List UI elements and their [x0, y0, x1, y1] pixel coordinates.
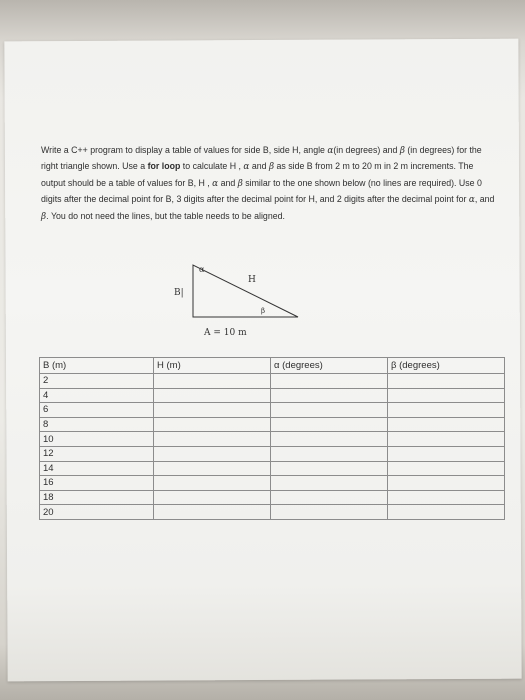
- table-row: [40, 446, 505, 461]
- empty-cell: [271, 476, 388, 491]
- problem-text: . You do not need the lines, but the table needs to be aligned.: [46, 210, 285, 221]
- table-row: [40, 490, 505, 505]
- side-b-label: B|: [174, 288, 184, 298]
- problem-text: and: [218, 177, 238, 188]
- empty-cell: [271, 417, 388, 432]
- alpha-symbol: α: [327, 146, 334, 156]
- values-table: [39, 357, 505, 520]
- empty-cell: [388, 490, 505, 505]
- empty-cell: [271, 388, 388, 403]
- empty-cell: [388, 432, 505, 447]
- problem-text: similar to the one shown below (no lines are required). Use 0 digits after the decimal point for B, 3 digits after the decimal point for H, and 2 digits after the decimal point for: [41, 177, 482, 205]
- empty-cell: [271, 403, 388, 418]
- empty-cell: [388, 446, 505, 461]
- alpha-symbol: α: [468, 195, 475, 206]
- empty-cell: [388, 505, 505, 520]
- beta-symbol: β: [41, 211, 47, 222]
- b-cell: 18: [40, 490, 154, 505]
- b-cell: 4: [40, 388, 154, 403]
- alpha-label: α: [199, 265, 205, 274]
- empty-cell: [388, 417, 505, 432]
- problem-text: and: [249, 161, 269, 172]
- table-row: [40, 403, 505, 418]
- beta-label: β: [261, 307, 266, 315]
- problem-text: (in degrees) for the right triangle shown. Use a: [41, 145, 482, 172]
- empty-cell: [388, 388, 505, 403]
- hypotenuse-label: H: [248, 275, 256, 285]
- table-header-row: [40, 358, 505, 374]
- b-cell: 12: [40, 446, 154, 461]
- beta-symbol: β: [268, 162, 275, 173]
- problem-text: Write a C++ program to display a table of values for side B, side H, angle: [41, 145, 328, 155]
- problem-text: to calculate H ,: [180, 161, 244, 172]
- table-row: [40, 476, 505, 491]
- empty-cell: [388, 476, 505, 491]
- empty-cell: [388, 461, 505, 476]
- header-h: H (m): [154, 358, 271, 374]
- empty-cell: [271, 461, 388, 476]
- empty-cell: [271, 432, 388, 447]
- b-cell: 14: [40, 461, 154, 476]
- header-beta: β (degrees): [388, 358, 505, 374]
- empty-cell: [271, 490, 388, 505]
- problem-text: as side B from 2 m to 20 m in 2 m increments. The output should be a table of values for B, H ,: [41, 161, 474, 188]
- table-row: [40, 388, 505, 403]
- bold-phrase: for loop: [147, 161, 181, 172]
- side-a-label: A = 10 m: [204, 328, 247, 338]
- empty-cell: [271, 505, 388, 520]
- header-b: B (m): [40, 358, 154, 374]
- empty-cell: [388, 374, 505, 389]
- table-row: [40, 417, 505, 432]
- problem-statement: [41, 143, 499, 225]
- empty-cell: [154, 490, 271, 505]
- empty-cell: [154, 403, 271, 418]
- b-cell: 20: [40, 505, 154, 520]
- triangle-shape: [193, 265, 298, 317]
- beta-symbol: β: [237, 178, 243, 189]
- header-alpha: α (degrees): [271, 358, 388, 374]
- empty-cell: [154, 388, 271, 403]
- table-row: [40, 374, 505, 389]
- right-triangle-diagram: [165, 255, 315, 350]
- empty-cell: [388, 403, 505, 418]
- empty-cell: [154, 476, 271, 491]
- b-cell: 6: [40, 403, 154, 418]
- empty-cell: [154, 446, 271, 461]
- b-cell: 8: [40, 417, 154, 432]
- empty-cell: [154, 461, 271, 476]
- problem-text: (in degrees) and: [333, 145, 400, 155]
- table-row: [40, 505, 505, 520]
- empty-cell: [154, 374, 271, 389]
- b-cell: 10: [40, 432, 154, 447]
- alpha-symbol: α: [243, 162, 250, 173]
- b-cell: 2: [40, 374, 154, 389]
- empty-cell: [154, 432, 271, 447]
- b-cell: 16: [40, 476, 154, 491]
- problem-text: , and: [474, 194, 495, 205]
- beta-symbol: β: [399, 146, 405, 156]
- empty-cell: [271, 374, 388, 389]
- problem-paragraph: [41, 143, 499, 225]
- alpha-symbol: α: [212, 178, 219, 189]
- empty-cell: [154, 417, 271, 432]
- empty-cell: [154, 505, 271, 520]
- table-row: [40, 461, 505, 476]
- table-row: [40, 432, 505, 447]
- empty-cell: [271, 446, 388, 461]
